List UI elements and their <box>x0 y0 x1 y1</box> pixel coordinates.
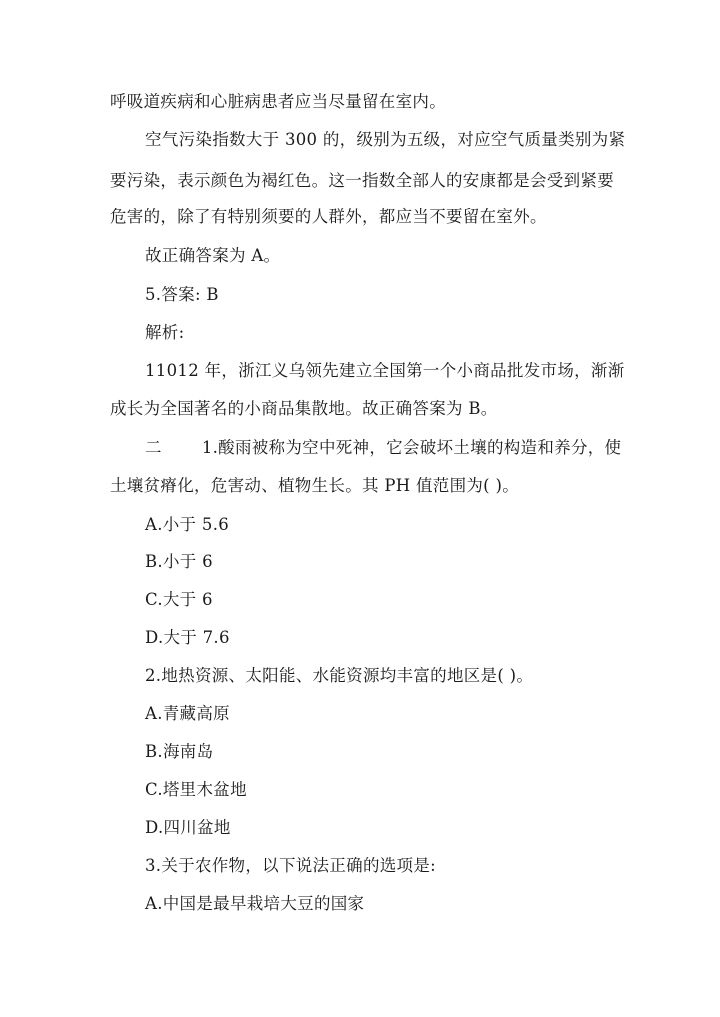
question-line: 土壤贫瘠化，危害动、植物生长。其 PH 值范围为( )。 <box>110 476 519 495</box>
option-line: C.塔里木盆地 <box>145 780 247 799</box>
paragraph-line: 11012 年，浙江义乌领先建立全国第一个小商品批发市场，渐渐 <box>145 361 625 380</box>
option-line: B.海南岛 <box>145 742 214 761</box>
paragraph-line: 空气污染指数大于 300 的，级别为五级，对应空气质量类别为紧 <box>145 130 626 149</box>
paragraph-line: 成长为全国著名的小商品集散地。故正确答案为 B。 <box>110 399 498 418</box>
question-line: 2.地热资源、太阳能、水能资源均丰富的地区是( )。 <box>145 666 534 685</box>
option-line: B.小于 6 <box>145 552 213 571</box>
option-line: A.中国是最早栽培大豆的国家 <box>145 894 365 913</box>
option-line: D.四川盆地 <box>145 818 231 837</box>
question-line <box>145 437 621 459</box>
answer-line: 故正确答案为 A。 <box>145 246 281 265</box>
section-mark: 二 <box>145 438 162 457</box>
paragraph-line: 呼吸道疾病和心脏病患者应当尽量留在室内。 <box>110 92 446 111</box>
answer-heading: 5.答案: B <box>145 285 219 304</box>
paragraph-line: 要污染，表示颜色为褐红色。这一指数全部人的安康都是会受到紧要 <box>110 171 614 190</box>
paragraph-line: 危害的，除了有特别须要的人群外，都应当不要留在室外。 <box>110 207 547 226</box>
question-line: 3.关于农作物，以下说法正确的选项是: <box>145 856 437 875</box>
option-line: A.小于 5.6 <box>145 515 230 534</box>
question-text: 1.酸雨被称为空中死神，它会破坏土壤的构造和养分，使 <box>201 438 622 457</box>
option-line: C.大于 6 <box>145 590 213 609</box>
analysis-heading: 解析: <box>145 323 185 342</box>
option-line: A.青藏高原 <box>145 704 230 723</box>
option-line: D.大于 7.6 <box>145 628 230 647</box>
